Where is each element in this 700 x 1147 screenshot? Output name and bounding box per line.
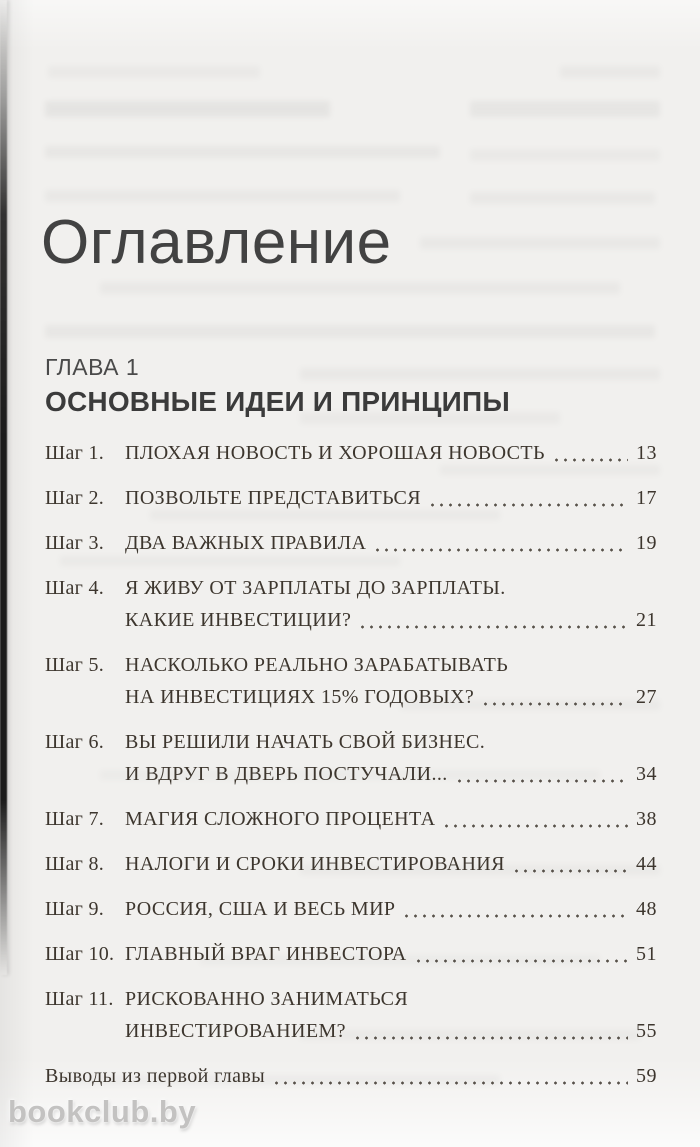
- toc-entry-label: Шаг 1.: [45, 442, 105, 464]
- toc-entry-title: НАЛОГИ И СРОКИ ИНВЕСТИРОВАНИЯ: [125, 853, 505, 875]
- toc-entry-label: Шаг 9.: [45, 898, 105, 920]
- toc-entry: [45, 893, 657, 925]
- toc-entry-page: 38: [636, 808, 657, 830]
- toc-entry-title: ДВА ВАЖНЫХ ПРАВИЛА: [125, 532, 367, 554]
- toc-entry-label: Шаг 8.: [45, 853, 105, 875]
- toc-entry-title-line2: КАКИЕ ИНВЕСТИЦИИ?: [125, 609, 352, 631]
- toc-entry-label: Шаг 11.: [45, 988, 114, 1010]
- toc-entry-page: 13: [636, 442, 657, 464]
- page-title: Оглавление: [41, 208, 392, 277]
- dot-leader: [272, 1060, 628, 1092]
- toc-entry-title: НАСКОЛЬКО РЕАЛЬНО ЗАРАБАТЫВАТЬ: [125, 654, 509, 676]
- toc-entry-title: ПЛОХАЯ НОВОСТЬ И ХОРОШАЯ НОВОСТЬ: [125, 442, 545, 464]
- watermark-bookclub: bookclub.by: [8, 1094, 197, 1129]
- page-spine-edge: [0, 0, 7, 975]
- toc-entry-title: Выводы из первой главы: [45, 1065, 266, 1087]
- toc-entry: [45, 938, 657, 970]
- dot-leader: [552, 437, 628, 469]
- toc-entry-title-line2: ИНВЕСТИРОВАНИЕМ?: [125, 1020, 346, 1042]
- toc-entry-label: Шаг 3.: [45, 532, 105, 554]
- toc-entry: [45, 482, 657, 514]
- toc-entry: [45, 803, 657, 835]
- toc-entry-label: Шаг 2.: [45, 487, 105, 509]
- toc-entry: [45, 983, 657, 1047]
- toc-entry-title: ГЛАВНЫЙ ВРАГ ИНВЕСТОРА: [125, 943, 407, 965]
- toc-entry-page: 51: [636, 943, 657, 965]
- toc-entry-page: 19: [636, 532, 657, 554]
- toc-entry-chapter-summary: [45, 1060, 657, 1092]
- toc-entry-title: РИСКОВАННО ЗАНИМАТЬСЯ: [125, 988, 409, 1010]
- toc-entry-page: 21: [636, 609, 657, 631]
- toc-entry-title: ПОЗВОЛЬТЕ ПРЕДСТАВИТЬСЯ: [125, 487, 421, 509]
- toc-entry: [45, 572, 657, 636]
- toc-entry-title: РОССИЯ, США И ВЕСЬ МИР: [125, 898, 396, 920]
- table-of-contents: [45, 437, 657, 1105]
- dot-leader: [402, 893, 628, 925]
- toc-entry-title-line2: НА ИНВЕСТИЦИЯХ 15% ГОДОВЫХ?: [125, 686, 475, 708]
- toc-entry-title-line2: И ВДРУГ В ДВЕРЬ ПОСТУЧАЛИ...: [125, 763, 448, 785]
- toc-entry-title: Я ЖИВУ ОТ ЗАРПЛАТЫ ДО ЗАРПЛАТЫ.: [125, 577, 506, 599]
- chapter-number: ГЛАВА 1: [45, 354, 140, 380]
- toc-entry: [45, 527, 657, 559]
- toc-entry-page: 59: [636, 1065, 657, 1087]
- toc-entry: [45, 437, 657, 469]
- dot-leader: [353, 1015, 628, 1047]
- toc-entry-title: МАГИЯ СЛОЖНОГО ПРОЦЕНТА: [125, 808, 436, 830]
- dot-leader: [481, 681, 628, 713]
- toc-entry-title: ВЫ РЕШИЛИ НАЧАТЬ СВОЙ БИЗНЕС.: [125, 731, 486, 753]
- dot-leader: [414, 938, 628, 970]
- dot-leader: [442, 803, 628, 835]
- dot-leader: [373, 527, 628, 559]
- toc-entry-page: 44: [636, 853, 657, 875]
- chapter-heading-block: [45, 352, 510, 419]
- dot-leader: [358, 604, 628, 636]
- dot-leader: [428, 482, 628, 514]
- toc-entry: [45, 848, 657, 880]
- toc-entry-page: 27: [636, 686, 657, 708]
- toc-entry: [45, 726, 657, 790]
- dot-leader: [512, 848, 628, 880]
- toc-entry-page: 17: [636, 487, 657, 509]
- toc-entry-page: 34: [636, 763, 657, 785]
- toc-entry-label: Шаг 4.: [45, 577, 105, 599]
- chapter-title: ОСНОВНЫЕ ИДЕИ И ПРИНЦИПЫ: [45, 386, 510, 417]
- toc-entry-label: Шаг 7.: [45, 808, 105, 830]
- dot-leader: [455, 758, 628, 790]
- toc-entry-label: Шаг 5.: [45, 654, 105, 676]
- toc-entry-label: Шаг 6.: [45, 731, 105, 753]
- toc-entry-label: Шаг 10.: [45, 943, 115, 965]
- toc-entry-page: 48: [636, 898, 657, 920]
- toc-entry-page: 55: [636, 1020, 657, 1042]
- toc-entry: [45, 649, 657, 713]
